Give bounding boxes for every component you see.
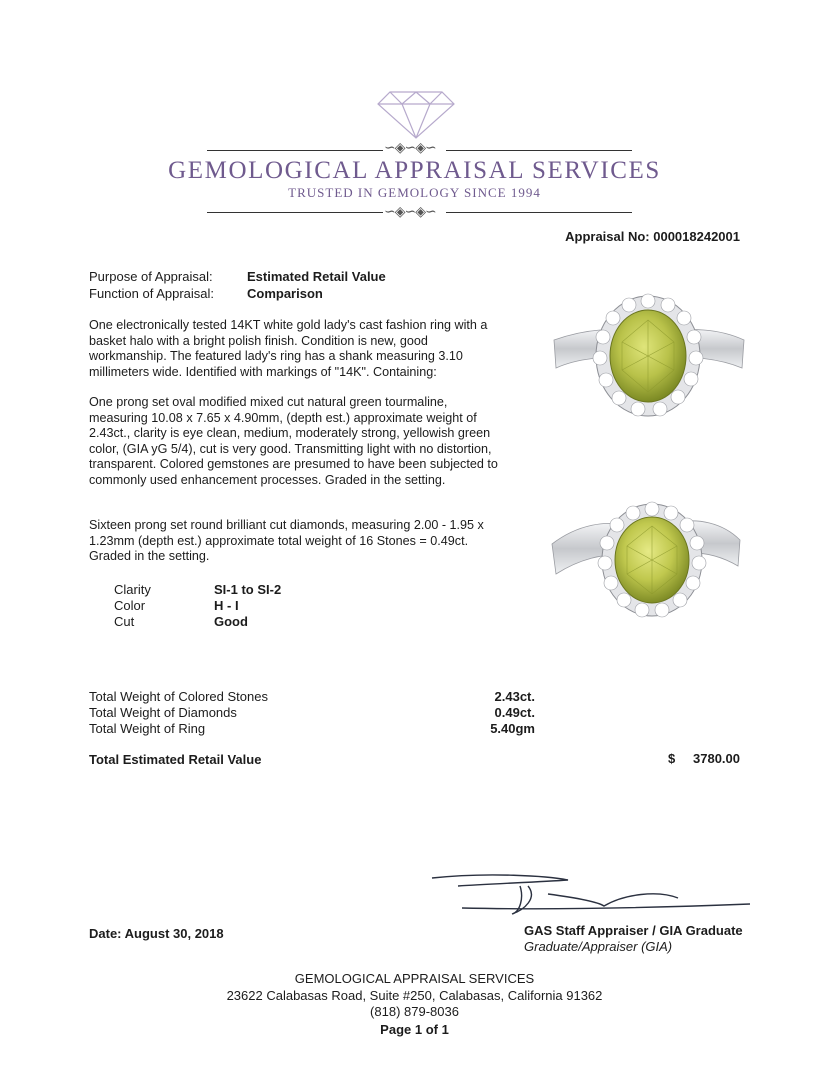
retail-value-label: Total Estimated Retail Value — [89, 752, 262, 767]
purpose-value: Estimated Retail Value — [247, 269, 386, 284]
company-tagline: TRUSTED IN GEMOLOGY SINCE 1994 — [288, 185, 541, 200]
company-name: GEMOLOGICAL APPRAISAL SERVICES — [168, 157, 661, 184]
diamond-icon — [376, 88, 456, 140]
header-rule-top-left — [207, 150, 383, 151]
clarity-value: SI-1 to SI-2 — [214, 582, 282, 597]
footer-address: 23622 Calabasas Road, Suite #250, Calabasas, California 91362 — [226, 988, 603, 1003]
appraisal-date: Date: August 30, 2018 — [89, 926, 224, 941]
cut-value: Good — [214, 614, 248, 629]
total-ring-weight-label: Total Weight of Ring — [89, 721, 206, 736]
diamond-description: Sixteen prong set round brilliant cut diamonds, measuring 2.00 - 1.95 x 1.23mm (depth est.) approximate total weight of 16 Stones = 0.49ct. Graded in the setting. — [89, 518, 484, 564]
color-label: Color — [114, 598, 146, 613]
ring-photo-bottom — [548, 500, 748, 620]
appraisal-number: Appraisal No: 000018242001 — [565, 229, 740, 244]
footer-phone: (818) 879-8036 — [370, 1004, 459, 1019]
page-number: Page 1 of 1 — [380, 1022, 449, 1037]
color-value: H - I — [214, 598, 239, 613]
total-colored-stones-value: 2.43ct. — [494, 689, 535, 704]
clarity-label: Clarity — [114, 582, 151, 597]
retail-currency: $ — [668, 751, 676, 766]
header-rule-top-right — [446, 150, 632, 151]
purpose-label: Purpose of Appraisal: — [89, 269, 213, 284]
function-value: Comparison — [247, 286, 323, 301]
cut-label: Cut — [114, 614, 135, 629]
signature-title: GAS Staff Appraiser / GIA Graduate — [524, 923, 743, 938]
total-colored-stones-label: Total Weight of Colored Stones — [89, 689, 268, 704]
total-diamonds-label: Total Weight of Diamonds — [89, 705, 237, 720]
signature-subtitle: Graduate/Appraiser (GIA) — [524, 939, 673, 954]
ring-description: One electronically tested 14KT white gold lady's cast fashion ring with a basket halo with a bright polish finish. Condition is new, good workmanship. The featured lady's ring has a shank measuring 3.10 millimeters wide. Identified with markings of "14K". Containing: — [89, 318, 488, 379]
stone-description: One prong set oval modified mixed cut natural green tourmaline, measuring 10.08 x 7.65 x 4.90mm, (depth est.) approximate weight of 2.43ct., clarity is eye clean, medium, moderately strong, yellowish green color, (GIA yG 5/4), cut is very good. Transmitting light with no distortion, transparent. Colored gemstones are presumed to have been subjected to commonly used enhancement processes. Graded in the setting. — [89, 395, 498, 487]
function-label: Function of Appraisal: — [89, 286, 215, 301]
appraiser-signature — [428, 868, 758, 920]
total-ring-weight-value: 5.40gm — [490, 721, 535, 736]
footer-company: GEMOLOGICAL APPRAISAL SERVICES — [294, 971, 535, 986]
retail-amount: 3780.00 — [693, 751, 740, 766]
header-rule-bottom-left — [207, 212, 383, 213]
ring-photo-top — [548, 292, 748, 422]
bottom-flourish: ∽◈∽◈∽ — [384, 204, 436, 220]
top-flourish: ∽◈∽◈∽ — [384, 140, 436, 156]
header-rule-bottom-right — [446, 212, 632, 213]
total-diamonds-value: 0.49ct. — [494, 705, 535, 720]
